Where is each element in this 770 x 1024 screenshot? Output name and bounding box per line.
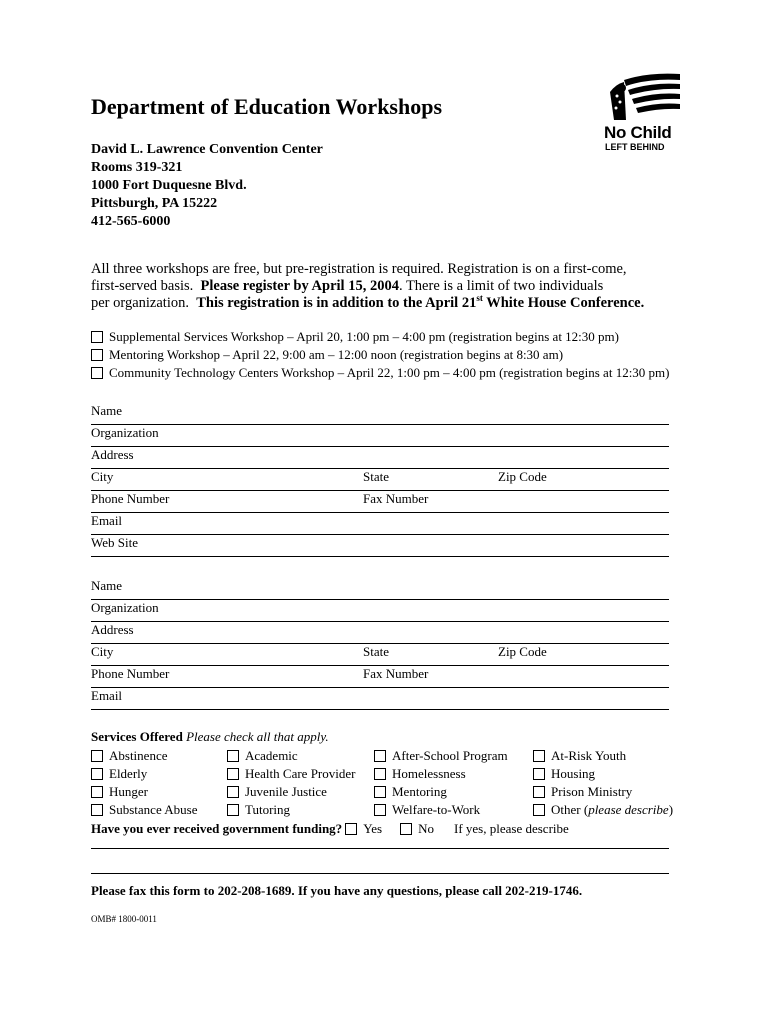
phone-fax-field[interactable] (91, 512, 669, 513)
venue-address (91, 141, 323, 231)
zip-label: Zip Code (498, 469, 547, 484)
conference-text: This registration is in addition to the April 21 (196, 295, 477, 311)
service-label: Abstinence (109, 748, 168, 763)
service-label: Substance Abuse (109, 802, 198, 817)
service-option (227, 748, 298, 764)
register-deadline: Please register by April 15, 2004 (200, 278, 399, 294)
conference-text: White House Conference. (482, 295, 645, 311)
service-option (227, 784, 327, 800)
service-checkbox[interactable] (533, 786, 545, 798)
funding-yes-label: Yes (363, 821, 383, 836)
service-checkbox[interactable] (227, 768, 239, 780)
logo-line2: LEFT BEHIND (605, 142, 665, 152)
funding-yes-checkbox[interactable] (345, 823, 357, 835)
ordinal-suffix: st (476, 293, 483, 304)
service-checkbox[interactable] (533, 750, 545, 762)
zip-label: Zip Code (498, 644, 547, 659)
service-option (91, 802, 197, 818)
fax-label: Fax Number (363, 666, 429, 681)
funding-describe-label: If yes, please describe (454, 821, 569, 836)
conference-note (196, 295, 644, 311)
email-field[interactable] (91, 709, 669, 710)
flag-icon (608, 72, 682, 122)
venue-name: David L. Lawrence Convention Center (91, 142, 323, 157)
venue-city: Pittsburgh, PA 15222 (91, 196, 218, 211)
service-option (91, 766, 147, 782)
intro-line-1: All three workshops are free, but pre-registration is required. Registration is on a first-come, (91, 261, 627, 277)
intro-paragraph (91, 261, 751, 312)
website-label: Web Site (91, 535, 138, 550)
phone-fax-field[interactable] (91, 687, 669, 688)
name-field[interactable] (91, 599, 669, 600)
service-label: Health Care Provider (245, 766, 356, 781)
services-heading (91, 729, 329, 745)
name-label: Name (91, 403, 123, 418)
workshop-list (91, 328, 670, 382)
workshop-option (91, 328, 670, 346)
service-option (227, 802, 290, 818)
address-label: Address (91, 622, 134, 637)
organization-label: Organization (91, 425, 159, 440)
service-option (533, 766, 595, 782)
funding-no-checkbox[interactable] (400, 823, 412, 835)
funding-description-field[interactable] (91, 873, 669, 874)
workshop-checkbox[interactable] (91, 331, 103, 343)
intro-line-2 (91, 278, 751, 295)
funding-no-label: No (418, 821, 434, 836)
workshop-option (91, 364, 670, 382)
venue-phone: 412-565-6000 (91, 214, 171, 229)
service-option (533, 784, 632, 800)
services-title: Services Offered (91, 729, 183, 744)
fax-instructions: Please fax this form to 202-208-1689. If you have any questions, please call 202-219-1746. (91, 883, 583, 898)
service-checkbox[interactable] (374, 750, 386, 762)
service-label: After-School Program (392, 748, 508, 763)
service-checkbox[interactable] (374, 768, 386, 780)
service-label: Housing (551, 766, 596, 781)
service-label: Hunger (109, 784, 148, 799)
page-title: Department of Education Workshops (91, 94, 443, 119)
logo-line1: No Child (604, 123, 672, 142)
organization-field[interactable] (91, 621, 669, 622)
service-checkbox[interactable] (91, 786, 103, 798)
service-label: Juvenile Justice (245, 784, 327, 799)
service-option (374, 748, 508, 764)
workshop-checkbox[interactable] (91, 367, 103, 379)
phone-label: Phone Number (91, 491, 170, 506)
city-label: City (91, 469, 114, 484)
service-option (374, 784, 447, 800)
service-option-other (533, 802, 673, 818)
service-label: Academic (245, 748, 298, 763)
service-option (533, 748, 626, 764)
service-checkbox[interactable] (374, 804, 386, 816)
services-instruction: Please check all that apply. (186, 729, 329, 744)
service-label: Homelessness (392, 766, 466, 781)
state-label: State (363, 644, 389, 659)
name-label: Name (91, 578, 123, 593)
email-label: Email (91, 513, 123, 528)
organization-label: Organization (91, 600, 159, 615)
service-label: At-Risk Youth (551, 748, 627, 763)
workshop-option (91, 346, 670, 364)
phone-label: Phone Number (91, 666, 170, 681)
organization-field[interactable] (91, 446, 669, 447)
workshop-label: Supplemental Services Workshop – April 20, 1:00 pm – 4:00 pm (registration begins at 12:30 pm) (109, 329, 619, 344)
workshop-checkbox[interactable] (91, 349, 103, 361)
email-field[interactable] (91, 534, 669, 535)
no-child-left-behind-logo (604, 72, 684, 156)
service-label: Mentoring (392, 784, 447, 799)
venue-rooms: Rooms 319-321 (91, 160, 183, 175)
city-label: City (91, 644, 114, 659)
service-label: Tutoring (245, 802, 291, 817)
service-checkbox[interactable] (533, 768, 545, 780)
service-label: Elderly (109, 766, 148, 781)
website-field[interactable] (91, 556, 669, 557)
intro-text: . There is a limit of two individuals (398, 278, 604, 294)
service-checkbox[interactable] (533, 804, 545, 816)
service-checkbox[interactable] (227, 786, 239, 798)
funding-question-text: Have you ever received government funding? (91, 821, 343, 836)
service-label: Prison Ministry (551, 784, 633, 799)
fax-label: Fax Number (363, 491, 429, 506)
service-option (374, 766, 466, 782)
name-field[interactable] (91, 424, 669, 425)
intro-text: first-served basis. (91, 278, 194, 294)
address-label: Address (91, 447, 134, 462)
service-option (91, 748, 167, 764)
intro-line-3 (91, 295, 751, 312)
funding-description-field[interactable] (91, 848, 669, 849)
omb-number: OMB# 1800-0011 (91, 914, 157, 924)
service-checkbox[interactable] (91, 804, 103, 816)
service-label: ) (668, 802, 674, 817)
service-option (374, 802, 480, 818)
service-checkbox[interactable] (91, 768, 103, 780)
service-label: Welfare-to-Work (392, 802, 481, 817)
service-option (91, 784, 148, 800)
state-label: State (363, 469, 389, 484)
funding-question (91, 821, 569, 837)
service-checkbox[interactable] (374, 786, 386, 798)
intro-text: per organization. (91, 295, 189, 311)
service-checkbox[interactable] (227, 804, 239, 816)
workshop-label: Community Technology Centers Workshop – April 22, 1:00 pm – 4:00 pm (registration begins at 12:30 pm) (109, 365, 670, 380)
service-checkbox[interactable] (227, 750, 239, 762)
other-describe-hint: please describe (588, 802, 669, 817)
service-checkbox[interactable] (91, 750, 103, 762)
workshop-label: Mentoring Workshop – April 22, 9:00 am – 12:00 noon (registration begins at 8:30 am) (109, 347, 564, 362)
email-label: Email (91, 688, 123, 703)
service-option (227, 766, 355, 782)
venue-street: 1000 Fort Duquesne Blvd. (91, 178, 247, 193)
service-label: Other ( (551, 802, 589, 817)
